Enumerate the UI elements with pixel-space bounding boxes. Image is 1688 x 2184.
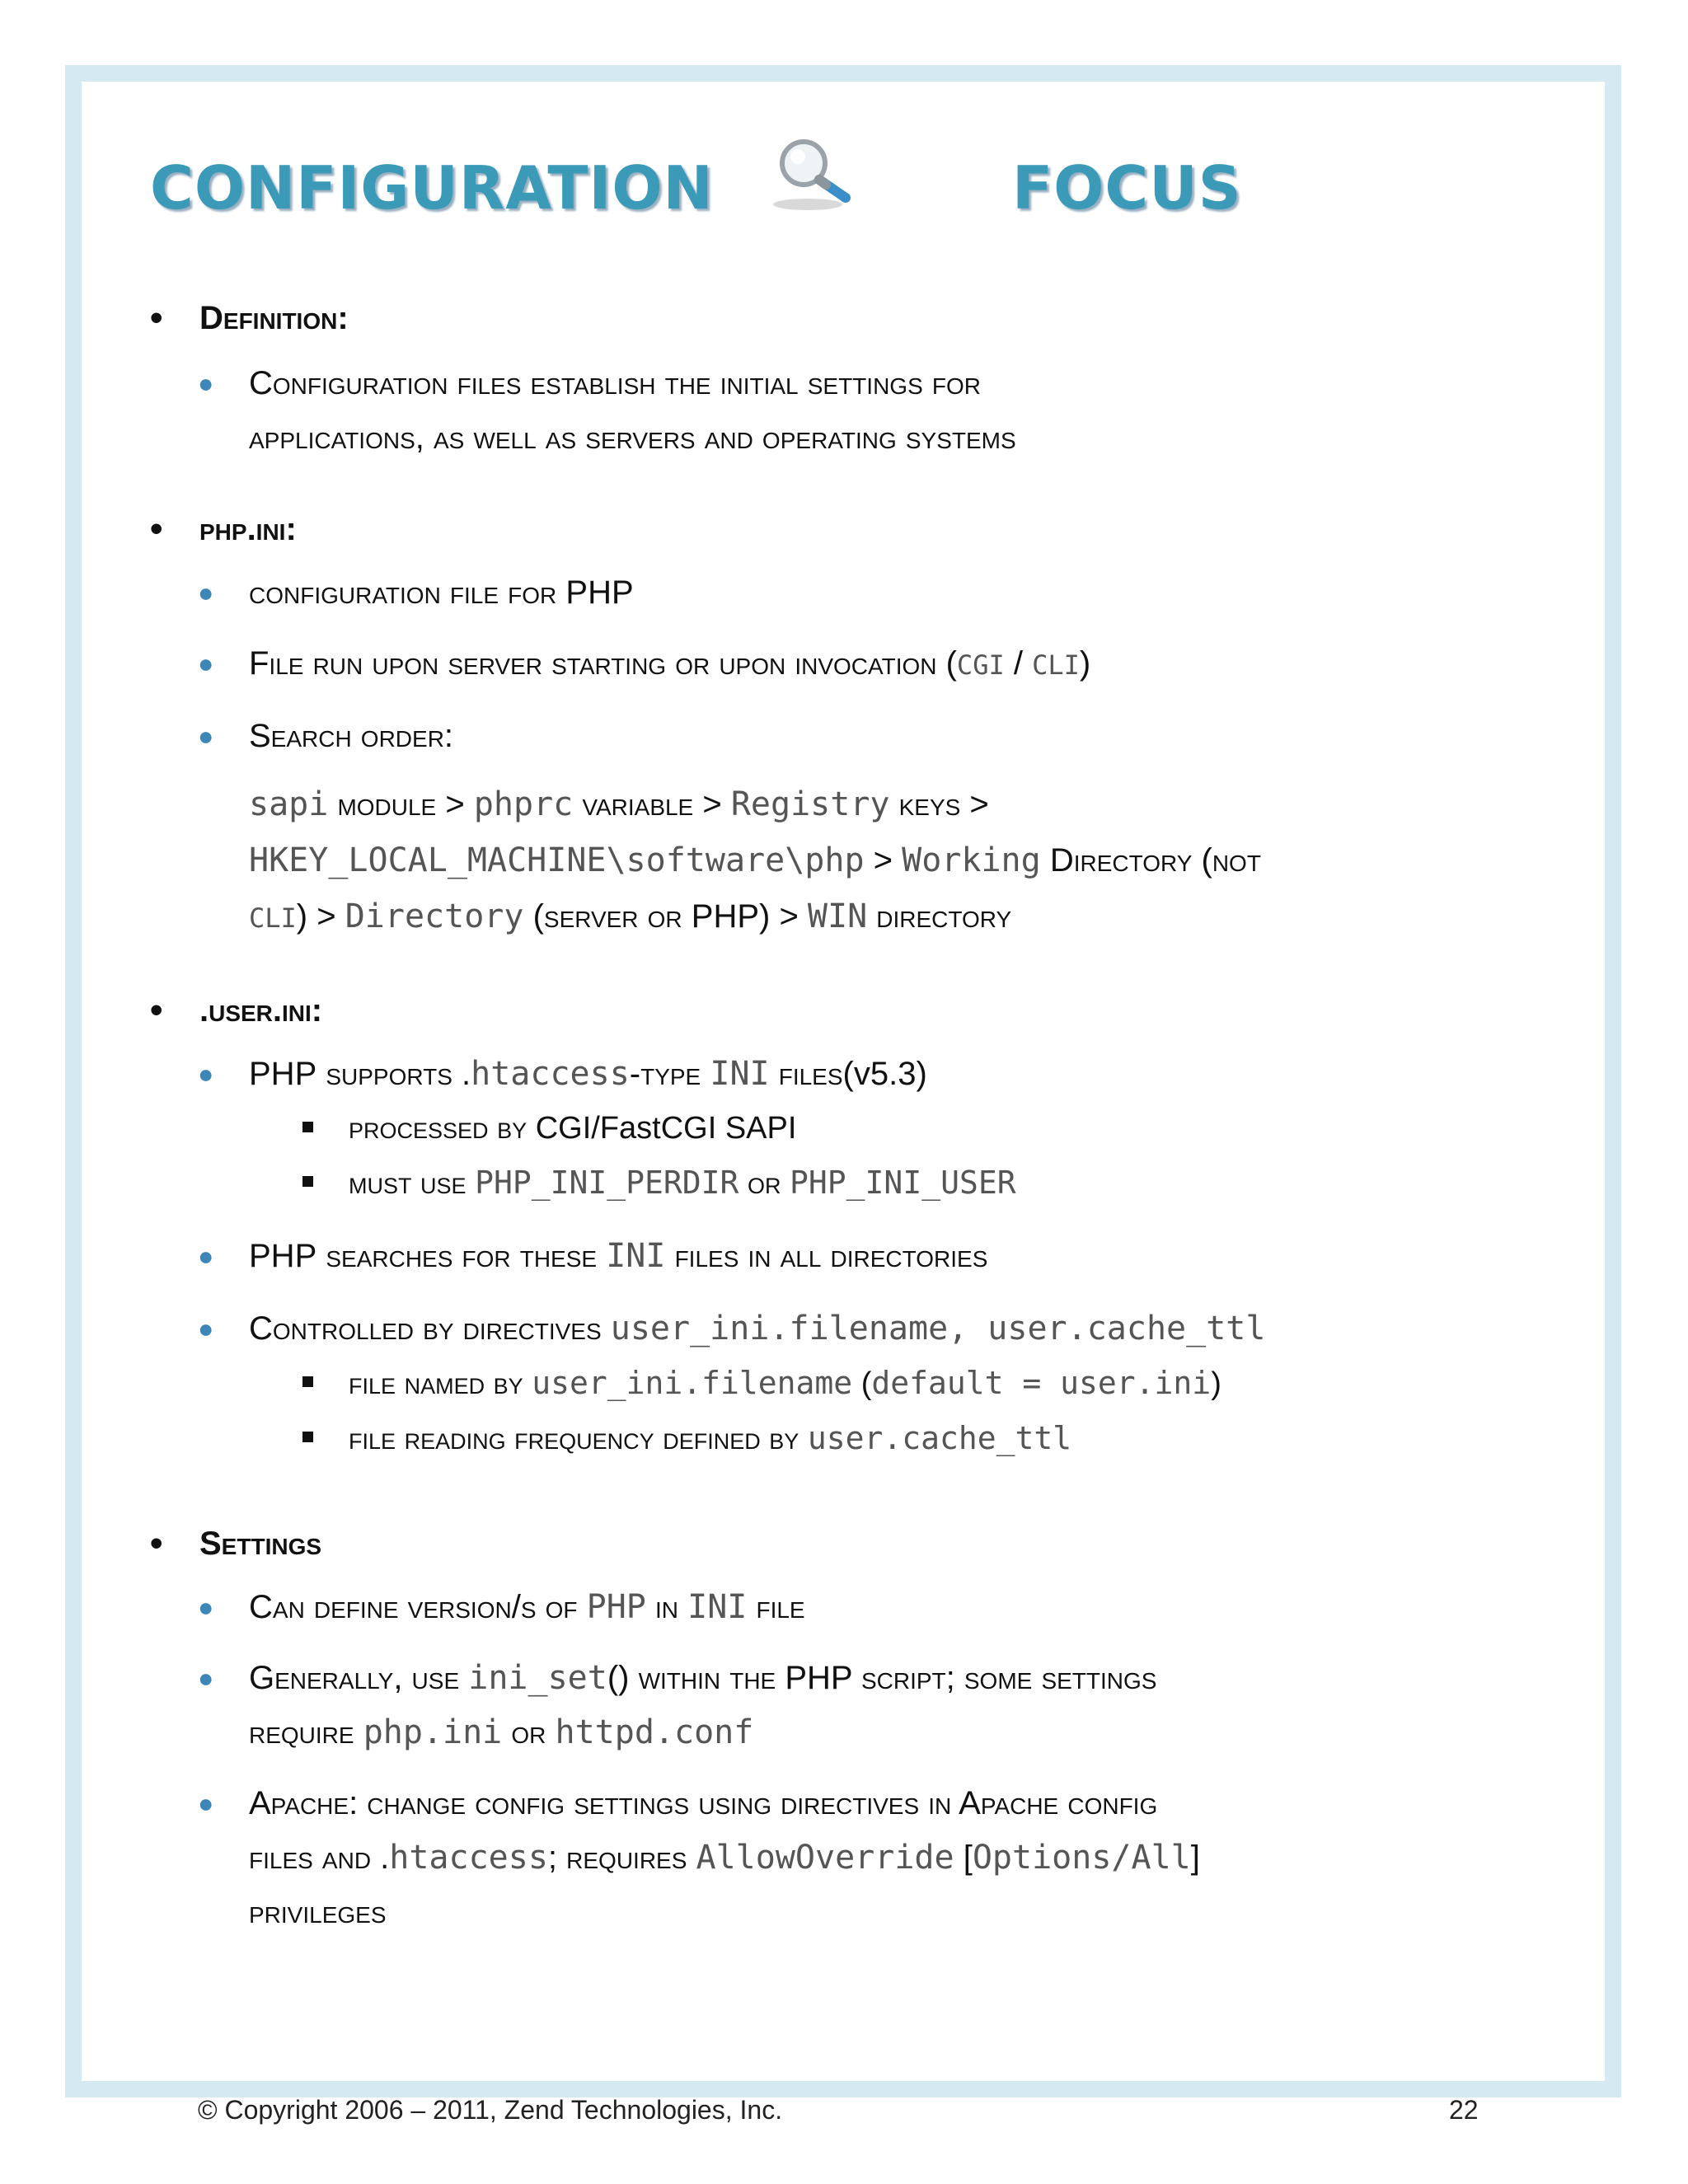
bullet-icon: ● <box>198 1788 214 1818</box>
section-settings <box>150 1527 1551 1939</box>
list-subitem: must use PHP_INI_PERDIR or PHP_INI_USER <box>101 1155 1551 1211</box>
bullet-icon: ● <box>198 1663 214 1693</box>
section-phpini <box>150 513 1551 946</box>
list-item: ● PHP searches for these INI files in all directories <box>101 1229 1551 1283</box>
list-subitem: file named by user_ini.filename (default = user.ini) <box>101 1356 1551 1411</box>
list-item: ● configuration file for PHP <box>101 565 1551 620</box>
bullet-icon: ● <box>198 1059 214 1089</box>
square-bullet-icon <box>302 1176 313 1187</box>
slide-content <box>150 288 1551 1939</box>
list-subitem: processed by CGI/FastCGI SAPI <box>101 1101 1551 1155</box>
square-bullet-icon <box>302 1376 313 1387</box>
section-definition <box>150 302 1551 465</box>
footer-copyright: © Copyright 2006 – 2011, Zend Technologies, Inc. <box>198 2095 783 2125</box>
bullet-icon: ● <box>198 1241 214 1271</box>
magnifier-icon <box>767 132 865 214</box>
heading-phpini: • php.ini: <box>150 513 1551 549</box>
bullet-icon: ● <box>198 1592 214 1622</box>
list-item: ● Can define version/s of PHP in INI file <box>101 1580 1551 1634</box>
list-item: ● Configuration files establish the initial settings for applications, as well as servers and operating systems <box>101 356 1551 465</box>
list-item: ● Apache: change config settings using directives in Apache config files and .htaccess; requires AllowOverride [Options/All] privileges <box>101 1776 1551 1939</box>
list-item: ● File run upon server starting or upon invocation (CGI / CLI) <box>101 636 1551 692</box>
heading-userini: • .user.ini: <box>150 994 1551 1030</box>
title-focus: FOCUS <box>1012 153 1242 223</box>
list-item: ● Generally, use ini_set() within the PHP script; some settings require php.ini or httpd.conf <box>101 1651 1551 1760</box>
bullet-icon: ● <box>198 578 214 607</box>
heading-settings: • Settings <box>150 1527 1551 1563</box>
title-configuration: CONFIGURATION <box>150 153 714 223</box>
section-userini <box>150 994 1551 1466</box>
heading-definition: • Definition: <box>150 302 1551 338</box>
list-item: ● PHP supports .htaccess-type INI files(v5.3) <box>101 1047 1551 1101</box>
list-item: ● Controlled by directives user_ini.filename, user.cache_ttl <box>101 1301 1551 1356</box>
square-bullet-icon <box>302 1432 313 1442</box>
bullet-icon: ● <box>198 1314 214 1343</box>
square-bullet-icon <box>302 1122 313 1132</box>
list-item: ● Search order: <box>101 709 1551 763</box>
search-order-detail: sapi module > phprc variable > Registry keys > HKEY_LOCAL_MACHINE\software\php > Working Directory (not CLI) > Directory (server or PHP) > WIN directory <box>249 785 1261 935</box>
page-number: 22 <box>1449 2095 1479 2125</box>
bullet-icon: ● <box>198 649 214 678</box>
list-subitem: file reading frequency defined by user.cache_ttl <box>101 1411 1551 1466</box>
bullet-icon: ● <box>198 368 214 398</box>
bullet-icon: ● <box>198 721 214 751</box>
